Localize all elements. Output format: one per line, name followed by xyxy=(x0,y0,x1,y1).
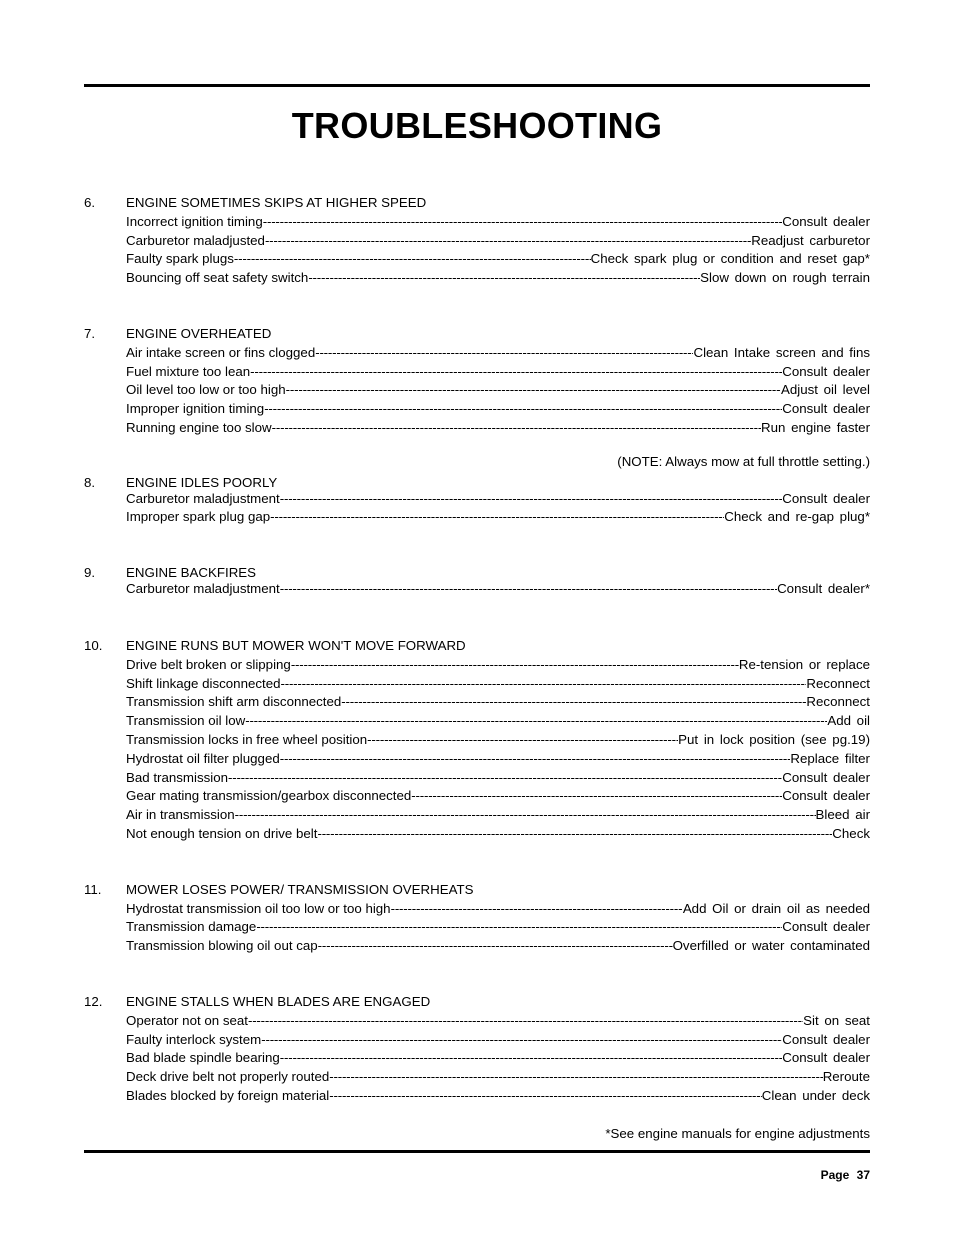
cause-text: Transmission oil low xyxy=(126,713,246,729)
leader-dashes xyxy=(264,400,782,419)
leader-dashes xyxy=(245,712,827,731)
leader-dashes xyxy=(329,1087,762,1106)
remedy-text: Clean under deck xyxy=(761,1087,870,1103)
leader-dashes xyxy=(280,750,791,769)
section-heading xyxy=(84,637,870,656)
leader-dashes xyxy=(270,508,724,527)
list-item xyxy=(126,1012,870,1031)
cause-text: Carburetor maladjustment xyxy=(126,581,280,597)
list-item xyxy=(126,825,870,844)
section-title: ENGINE SOMETIMES SKIPS AT HIGHER SPEED xyxy=(126,195,427,210)
section-number: 12. xyxy=(84,993,103,1009)
remedy-text: Consult dealer xyxy=(782,1031,870,1047)
leader-dashes xyxy=(391,900,683,919)
cause-text: Improper ignition timing xyxy=(126,401,265,417)
leader-dashes xyxy=(291,656,739,675)
section-title: ENGINE OVERHEATED xyxy=(126,325,272,341)
section-number: 7. xyxy=(84,325,96,341)
remedy-text: Replace filter xyxy=(790,750,870,766)
leader-dashes xyxy=(329,1068,822,1087)
section-heading xyxy=(84,474,870,490)
leader-dashes xyxy=(263,213,783,232)
section-heading xyxy=(84,564,870,580)
section-title: ENGINE IDLES POORLY xyxy=(126,474,278,490)
leader-dashes xyxy=(411,787,782,806)
section-7 xyxy=(84,325,870,472)
cause-text: Oil level too low or too high xyxy=(126,382,286,398)
top-rule xyxy=(84,84,870,87)
bottom-rule xyxy=(84,1150,870,1153)
cause-text: Blades blocked by foreign material xyxy=(126,1087,330,1103)
list-item xyxy=(126,419,870,438)
cause-text: Air intake screen or fins clogged xyxy=(126,344,316,360)
section-12 xyxy=(84,993,870,1106)
cause-text: Bad transmission xyxy=(126,769,228,785)
list-item xyxy=(126,213,870,232)
remedy-text: Put in lock position (see pg.19) xyxy=(678,731,870,747)
engine-manual-footnote: *See engine manuals for engine adjustments xyxy=(605,1126,870,1141)
remedy-text: Sit on seat xyxy=(803,1012,870,1028)
cause-text: Carburetor maladjusted xyxy=(126,232,265,248)
cause-text: Not enough tension on drive belt xyxy=(126,825,318,841)
leader-dashes xyxy=(228,769,782,788)
list-item xyxy=(126,381,870,400)
leader-dashes xyxy=(281,675,807,694)
section-8 xyxy=(84,474,870,528)
cause-text: Improper spark plug gap xyxy=(126,509,271,525)
remedy-text: Reroute xyxy=(822,1069,870,1085)
cause-text: Shift linkage disconnected xyxy=(126,675,281,691)
list-item xyxy=(126,490,870,509)
leader-dashes xyxy=(280,490,783,509)
remedy-text: Run engine faster xyxy=(761,419,870,435)
list-item xyxy=(126,693,870,712)
remedy-text: Overfilled or water contaminated xyxy=(672,938,870,954)
list-item xyxy=(126,731,870,750)
leader-dashes xyxy=(315,344,693,363)
leader-dashes xyxy=(367,731,678,750)
remedy-text: Reconnect xyxy=(806,675,870,691)
cause-text: Running engine too slow xyxy=(126,419,272,435)
section-heading xyxy=(84,194,870,213)
cause-text: Transmission blowing oil out cap xyxy=(126,938,318,954)
list-item xyxy=(126,580,870,599)
list-item xyxy=(126,508,870,527)
leader-dashes xyxy=(280,1049,782,1068)
list-item xyxy=(126,656,870,675)
cause-text: Transmission damage xyxy=(126,919,257,935)
leader-dashes xyxy=(280,580,777,599)
cause-text: Hydrostat transmission oil too low or too high xyxy=(126,900,391,916)
remedy-text: Consult dealer xyxy=(782,363,870,379)
list-item xyxy=(126,1068,870,1087)
cause-text: Operator not on seat xyxy=(126,1012,248,1028)
remedy-text: Consult dealer xyxy=(782,1050,870,1066)
section-heading xyxy=(84,325,870,344)
remedy-text: Consult dealer xyxy=(782,919,870,935)
cause-text: Gear mating transmission/gearbox disconnected xyxy=(126,788,412,804)
remedy-text: Check xyxy=(832,825,870,841)
remedy-text: Check spark plug or condition and reset gap* xyxy=(590,251,870,267)
cause-text: Transmission shift arm disconnected xyxy=(126,694,342,710)
section-heading xyxy=(84,881,870,900)
leader-dashes xyxy=(341,693,806,712)
cause-text: Faulty spark plugs xyxy=(126,251,234,267)
list-item xyxy=(126,344,870,363)
cause-text: Deck drive belt not properly routed xyxy=(126,1069,330,1085)
cause-text: Air in transmission xyxy=(126,807,235,823)
cause-text: Transmission locks in free wheel position xyxy=(126,731,368,747)
section-title: MOWER LOSES POWER/ TRANSMISSION OVERHEATS xyxy=(126,881,474,897)
section-10 xyxy=(84,637,870,844)
remedy-text: Add oil xyxy=(827,713,870,729)
list-item xyxy=(126,1049,870,1068)
leader-dashes xyxy=(265,232,751,251)
remedy-text: Consult dealer xyxy=(782,769,870,785)
leader-dashes xyxy=(317,825,832,844)
list-item xyxy=(126,1031,870,1050)
leader-dashes xyxy=(235,806,816,825)
leader-dashes xyxy=(261,1031,782,1050)
list-item xyxy=(126,1087,870,1106)
list-item xyxy=(126,769,870,788)
remedy-text: Add Oil or drain oil as needed xyxy=(682,900,870,916)
cause-text: Faulty interlock system xyxy=(126,1031,262,1047)
cause-text: Incorrect ignition timing xyxy=(126,213,263,229)
list-item xyxy=(126,675,870,694)
list-item xyxy=(126,400,870,419)
section-title: ENGINE RUNS BUT MOWER WON'T MOVE FORWARD xyxy=(126,637,466,653)
cause-text: Carburetor maladjustment xyxy=(126,490,280,506)
page-number: Page 37 xyxy=(820,1168,870,1182)
remedy-text: Reconnect xyxy=(806,694,870,710)
section-number: 9. xyxy=(84,565,96,581)
leader-dashes xyxy=(250,363,782,382)
troubleshooting-content xyxy=(84,194,870,1106)
leader-dashes xyxy=(286,381,781,400)
section-title: ENGINE BACKFIRES xyxy=(126,565,257,581)
cause-text: Bad blade spindle bearing xyxy=(126,1050,280,1066)
section-number: 10. xyxy=(84,637,103,653)
section-6 xyxy=(84,194,870,288)
section-number: 11. xyxy=(84,881,102,897)
remedy-text: Clean Intake screen and fins xyxy=(693,344,870,360)
throttle-note: (NOTE: Always mow at full throttle setting.) xyxy=(617,453,870,469)
list-item xyxy=(126,712,870,731)
leader-dashes xyxy=(248,1012,803,1031)
remedy-text: Bleed air xyxy=(815,807,870,823)
remedy-text: Adjust oil level xyxy=(781,382,870,398)
list-item xyxy=(126,918,870,937)
list-item xyxy=(126,937,870,956)
cause-text: Hydrostat oil filter plugged xyxy=(126,750,280,766)
remedy-text: Consult dealer* xyxy=(777,581,870,597)
list-item xyxy=(126,900,870,919)
cause-text: Drive belt broken or slipping xyxy=(126,656,291,672)
cause-text: Bouncing off seat safety switch xyxy=(126,270,309,286)
remedy-text: Consult dealer xyxy=(782,788,870,804)
section-title: ENGINE STALLS WHEN BLADES ARE ENGAGED xyxy=(126,993,431,1009)
page-title: TROUBLESHOOTING xyxy=(291,105,663,146)
leader-dashes xyxy=(256,918,782,937)
list-item xyxy=(126,806,870,825)
leader-dashes xyxy=(318,937,673,956)
leader-dashes xyxy=(234,250,591,269)
remedy-text: Consult dealer xyxy=(782,213,870,229)
leader-dashes xyxy=(272,419,761,438)
list-item xyxy=(126,750,870,769)
remedy-text: Readjust carburetor xyxy=(751,232,870,248)
section-11 xyxy=(84,881,870,956)
remedy-text: Re-tension or replace xyxy=(738,656,870,672)
remedy-text: Check and re-gap plug* xyxy=(724,509,870,525)
remedy-text: Consult dealer xyxy=(782,401,870,417)
section-9 xyxy=(84,564,870,599)
leader-dashes xyxy=(308,269,700,288)
section-number: 8. xyxy=(84,474,96,490)
list-item xyxy=(126,250,870,269)
list-item xyxy=(126,363,870,382)
list-item xyxy=(126,787,870,806)
list-item xyxy=(126,232,870,251)
remedy-text: Slow down on rough terrain xyxy=(700,270,870,286)
cause-text: Fuel mixture too lean xyxy=(126,363,251,379)
section-heading xyxy=(84,993,870,1012)
list-item xyxy=(126,269,870,288)
remedy-text: Consult dealer xyxy=(782,490,870,506)
section-number: 6. xyxy=(84,195,96,210)
